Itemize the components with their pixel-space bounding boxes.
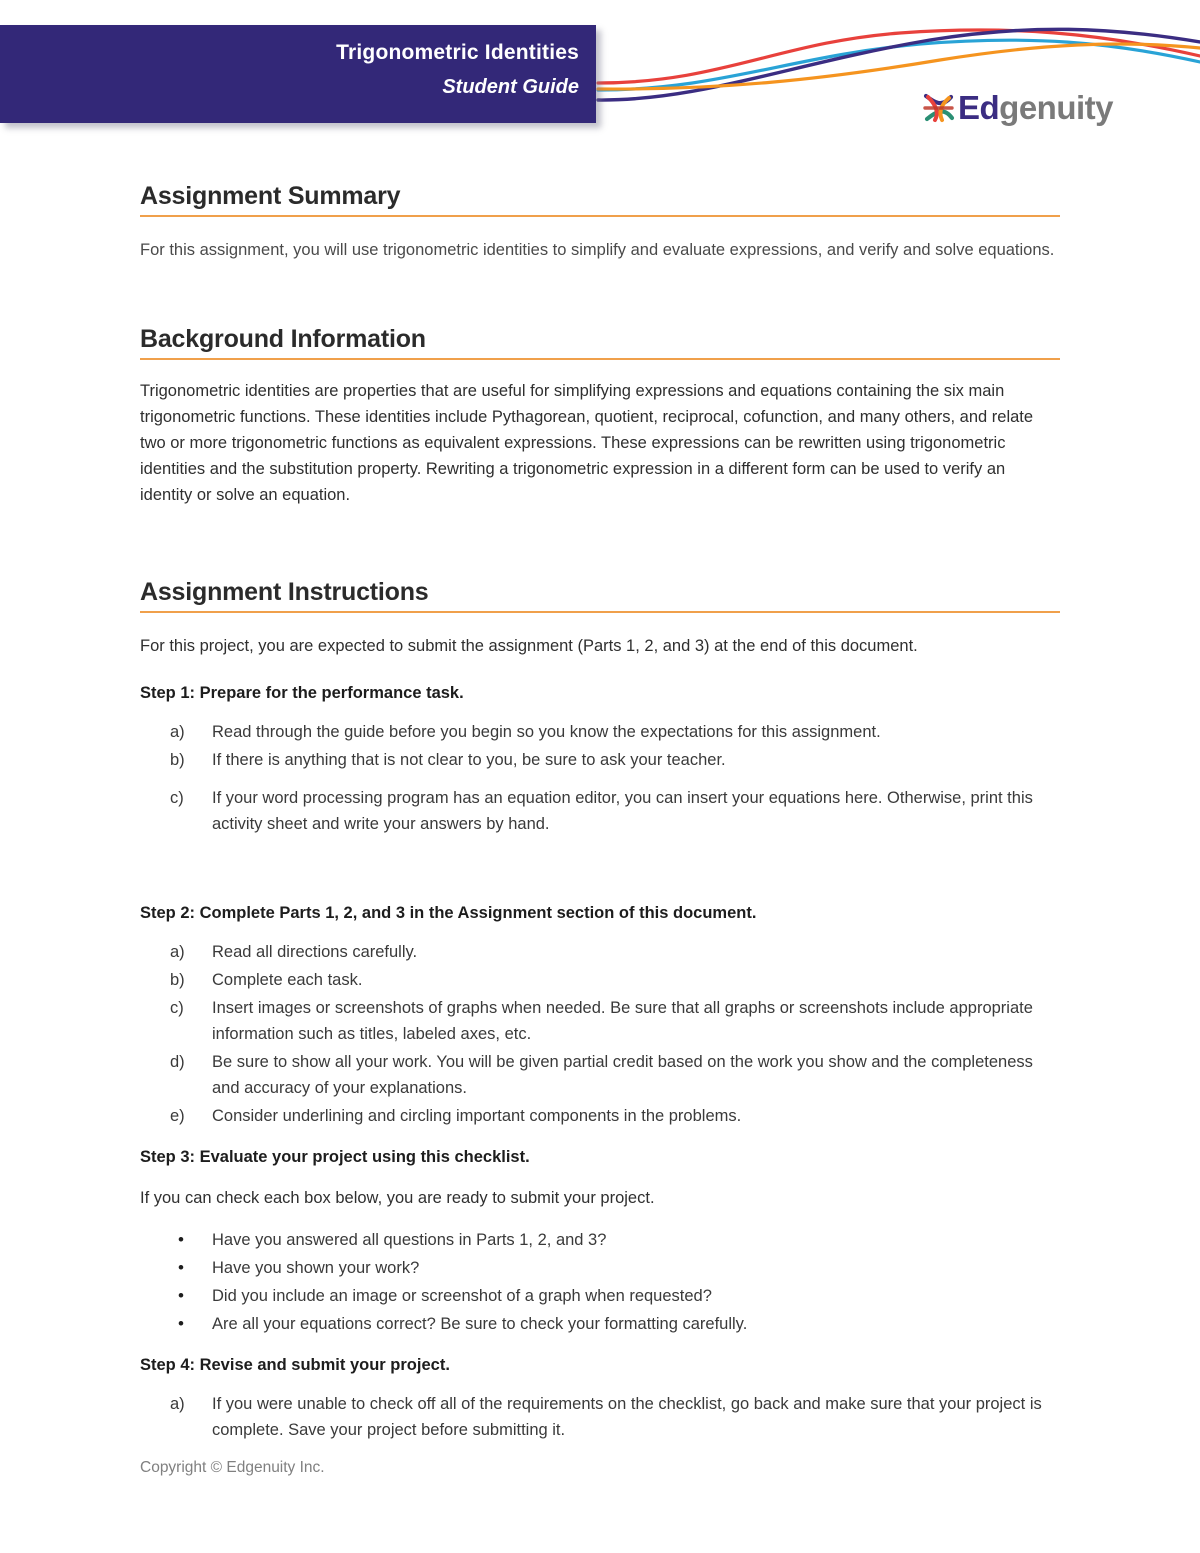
- list-item: [140, 1049, 1060, 1101]
- paragraph-background-information: Trigonometric identities are properties that are useful for simplifying expressions and equations containing the six main trigonometric functions. These identities include Pythagorean, quotient, reciprocal, cofunction, and many others, and relate two or more trigonometric functions as equivalent expressions. These expressions can be rewritten using trigonometric identities and the substitution property. Rewriting a trigonometric expression in a different form can be used to verify an identity or solve an equation.: [140, 382, 1034, 504]
- list-marker: a): [170, 1395, 185, 1413]
- list-item: [140, 1255, 1060, 1281]
- list-item-text: Consider underlining and circling important components in the problems.: [212, 1107, 742, 1125]
- step-3-checklist: [140, 1227, 1060, 1337]
- heading-assignment-instructions: Assignment Instructions: [140, 578, 1060, 613]
- list-item-text: Be sure to show all your work. You will be given partial credit based on the work you show and the completeness and accuracy of your explanations.: [212, 1053, 1033, 1097]
- step-3-lead-text: If you can check each box below, you are ready to submit your project.: [140, 1189, 655, 1207]
- paragraph-instructions-intro: For this project, you are expected to submit the assignment (Parts 1, 2, and 3) at the end of this document.: [140, 637, 918, 655]
- copyright-notice: Copyright © Edgenuity Inc.: [140, 1459, 325, 1476]
- list-item: [140, 939, 1060, 965]
- edgenuity-wordmark: [958, 91, 1113, 125]
- step-3-heading: Step 3: Evaluate your project using this checklist.: [140, 1148, 530, 1166]
- list-item: [140, 747, 1060, 773]
- document-body: [0, 140, 1200, 1445]
- list-marker: c): [170, 999, 184, 1017]
- edgenuity-logo: [922, 88, 1113, 128]
- list-item-text: Read all directions carefully.: [212, 943, 418, 961]
- list-marker: e): [170, 1107, 185, 1125]
- step-1-list: [140, 719, 1060, 837]
- list-item-text: Read through the guide before you begin so you know the expectations for this assignment.: [212, 723, 881, 741]
- step-4-heading: Step 4: Revise and submit your project.: [140, 1356, 450, 1374]
- page-title: Trigonometric Identities: [336, 41, 579, 64]
- brand-name-ed: Ed: [958, 89, 1000, 126]
- list-item: [140, 1283, 1060, 1309]
- bullet-icon: •: [178, 1230, 184, 1249]
- bullet-icon: •: [178, 1286, 184, 1305]
- content-column: [140, 140, 1060, 1443]
- list-item-text: Did you include an image or screenshot of a graph when requested?: [212, 1287, 712, 1305]
- step-4-list: [140, 1391, 1060, 1443]
- paragraph-assignment-summary: For this assignment, you will use trigonometric identities to simplify and evaluate expressions, and verify and solve equations.: [140, 241, 1055, 259]
- list-marker: c): [170, 789, 184, 807]
- list-item-text: Insert images or screenshots of graphs when needed. Be sure that all graphs or screenshots include appropriate information such as titles, labeled axes, etc.: [212, 999, 1033, 1043]
- list-item: [140, 719, 1060, 745]
- list-item: [140, 1311, 1060, 1337]
- list-item: [140, 1391, 1060, 1443]
- list-marker: a): [170, 723, 185, 741]
- step-2-list: [140, 939, 1060, 1129]
- list-item-text: If you were unable to check off all of the requirements on the checklist, go back and make sure that your project is complete. Save your project before submitting it.: [212, 1395, 1042, 1439]
- bullet-icon: •: [178, 1314, 184, 1333]
- list-item-text: If your word processing program has an equation editor, you can insert your equations here. Otherwise, print this activity sheet and write your answers by hand.: [212, 789, 1033, 833]
- list-marker: a): [170, 943, 185, 961]
- list-marker: b): [170, 971, 185, 989]
- page-subtitle: Student Guide: [442, 76, 579, 98]
- list-item-text: Are all your equations correct? Be sure to check your formatting carefully.: [212, 1315, 748, 1333]
- page-header: [0, 0, 1200, 140]
- brand-name-genuity: genuity: [999, 89, 1114, 126]
- list-item-text: If there is anything that is not clear to you, be sure to ask your teacher.: [212, 751, 726, 769]
- list-item-text: Complete each task.: [212, 971, 363, 989]
- list-item-text: Have you shown your work?: [212, 1259, 420, 1277]
- list-item: [140, 1227, 1060, 1253]
- list-item: [140, 967, 1060, 993]
- list-item: [140, 1103, 1060, 1129]
- bullet-icon: •: [178, 1258, 184, 1277]
- title-banner: [0, 25, 596, 123]
- heading-background-information: Background Information: [140, 325, 1060, 360]
- step-2-heading: Step 2: Complete Parts 1, 2, and 3 in the Assignment section of this document.: [140, 904, 757, 922]
- list-item: [140, 995, 1060, 1047]
- edgenuity-x-mark-icon: [922, 91, 956, 125]
- heading-assignment-summary: Assignment Summary: [140, 182, 1060, 217]
- list-item-text: Have you answered all questions in Parts 1, 2, and 3?: [212, 1231, 607, 1249]
- step-1-heading: Step 1: Prepare for the performance task.: [140, 684, 464, 702]
- list-marker: d): [170, 1053, 185, 1071]
- list-marker: b): [170, 751, 185, 769]
- list-item: [140, 785, 1060, 837]
